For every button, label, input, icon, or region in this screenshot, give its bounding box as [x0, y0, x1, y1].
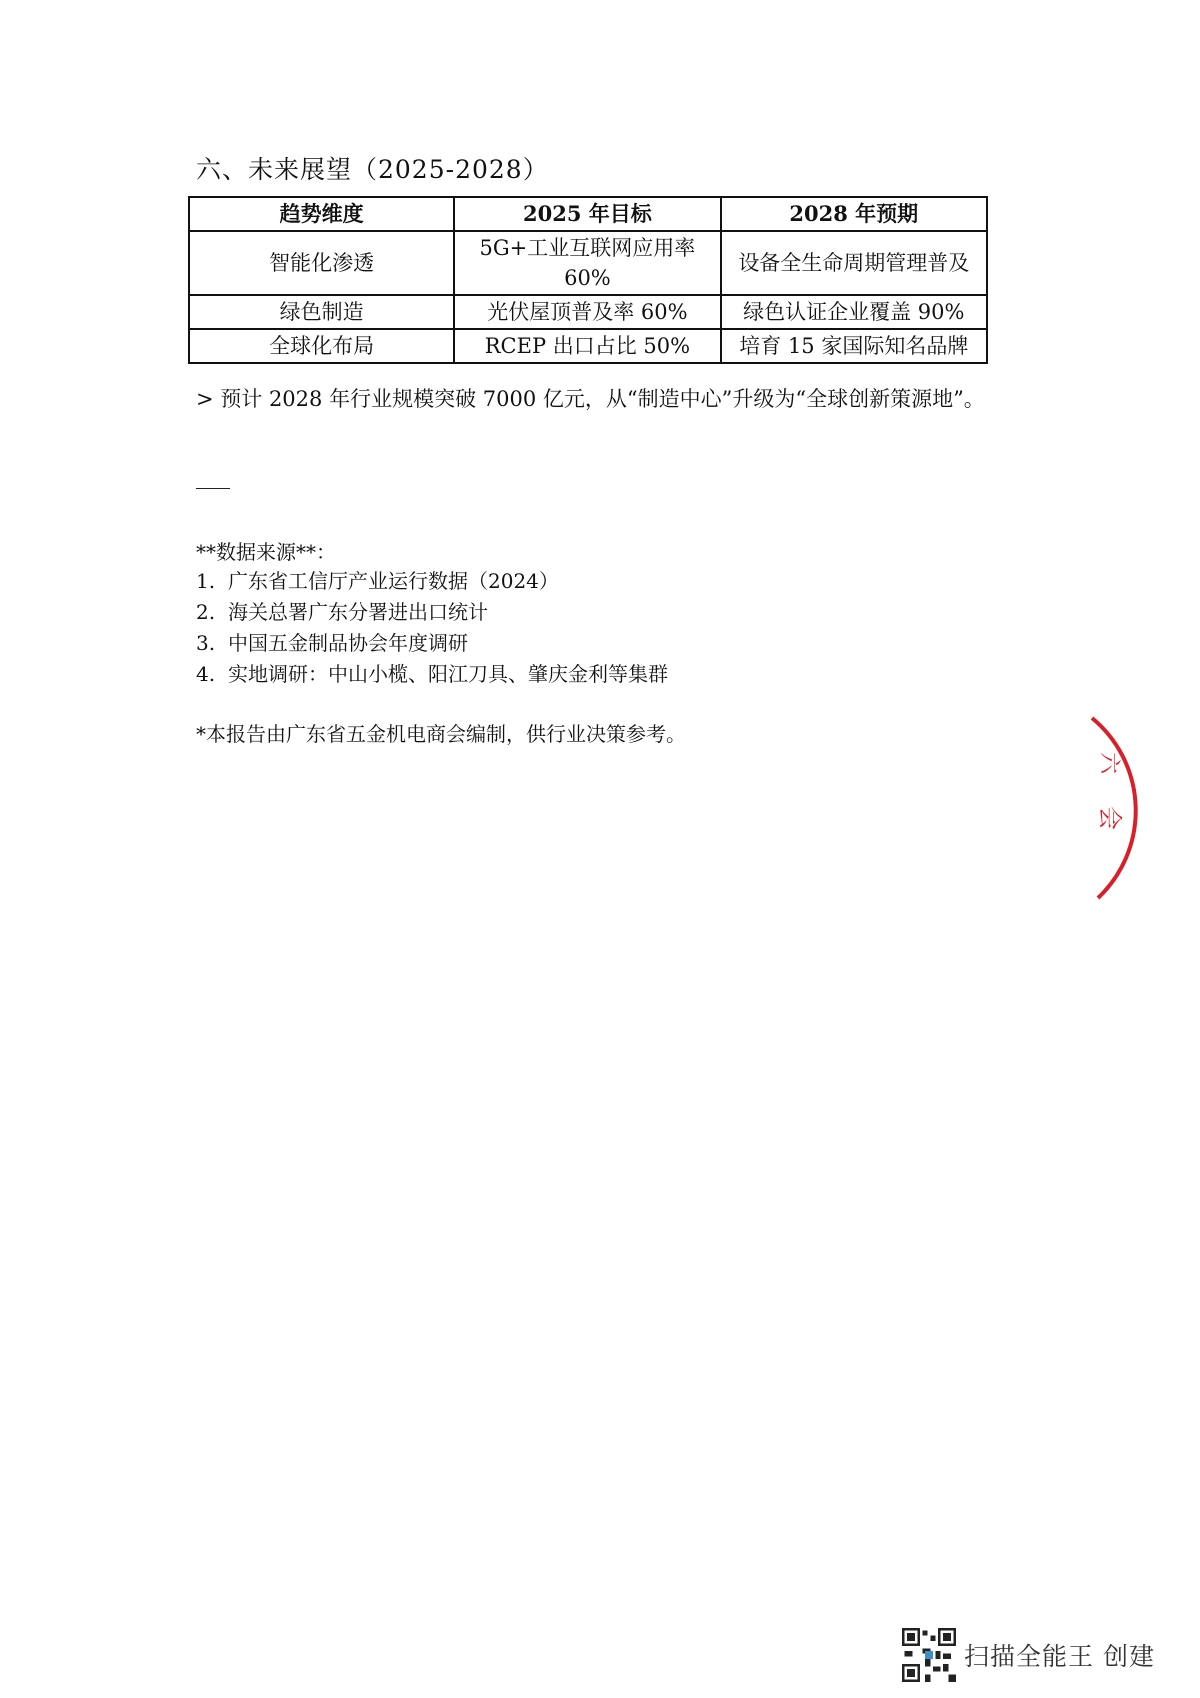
watermark-text: 扫描全能王 创建	[964, 1642, 1155, 1671]
list-item	[196, 597, 668, 628]
list-item	[196, 566, 668, 597]
list-item	[196, 659, 668, 690]
list-item	[196, 628, 668, 659]
cell-text: 绿色认证企业覆盖 90%	[743, 300, 965, 324]
cell-text: 全球化布局	[269, 334, 375, 358]
red-seal-stamp	[1080, 712, 1200, 912]
section-title: 六、未来展望（2025-2028）	[196, 155, 549, 184]
cell-text: RCEP 出口占比 50%	[484, 334, 691, 358]
table-row	[189, 231, 987, 295]
list-text: 广东省工信厅产业运行数据（2024）	[228, 569, 559, 593]
table-cell	[189, 231, 454, 295]
list-number: 3.	[196, 631, 216, 655]
table-row	[189, 329, 987, 363]
list-text: 实地调研：中山小榄、阳江刀具、肇庆金利等集群	[228, 662, 668, 686]
table-cell	[454, 295, 720, 329]
svg-text:会: 会	[1096, 806, 1124, 830]
table-cell	[189, 295, 454, 329]
scanner-watermark	[902, 1628, 1155, 1682]
table-cell	[721, 295, 987, 329]
table-cell	[189, 329, 454, 363]
sources-list	[196, 566, 668, 690]
table-cell	[454, 231, 720, 295]
cell-text: 培育 15 家国际知名品牌	[739, 334, 969, 358]
sources-heading: **数据来源**：	[196, 540, 336, 564]
list-number: 2.	[196, 600, 216, 624]
footer-note: *本报告由广东省五金机电商会编制，供行业决策参考。	[196, 722, 686, 746]
svg-text:六: 六	[1096, 752, 1121, 775]
list-number: 4.	[196, 662, 216, 686]
table-header-cell: 2028 年预期	[721, 197, 987, 231]
qr-code-icon	[902, 1628, 956, 1682]
table-row	[189, 295, 987, 329]
table-cell	[721, 329, 987, 363]
outlook-table	[188, 196, 988, 364]
cell-text: 绿色制造	[279, 300, 364, 324]
table-cell	[721, 231, 987, 295]
cell-text: 5G+工业互联网应用率 60%	[479, 236, 696, 290]
forecast-note: > 预计 2028 年行业规模突破 7000 亿元，从“制造中心”升级为“全球创新策源地”。	[196, 387, 985, 411]
table-header-row	[189, 197, 987, 231]
list-number: 1.	[196, 569, 216, 593]
table-header-cell: 趋势维度	[189, 197, 454, 231]
cell-text: 光伏屋顶普及率 60%	[487, 300, 688, 324]
list-text: 中国五金制品协会年度调研	[228, 631, 468, 655]
list-text: 海关总署广东分署进出口统计	[228, 600, 488, 624]
table-cell	[454, 329, 720, 363]
table-header-cell: 2025 年目标	[454, 197, 720, 231]
cell-text: 设备全生命周期管理普及	[738, 251, 970, 275]
cell-text: 智能化渗透	[269, 251, 375, 275]
divider	[196, 488, 230, 489]
